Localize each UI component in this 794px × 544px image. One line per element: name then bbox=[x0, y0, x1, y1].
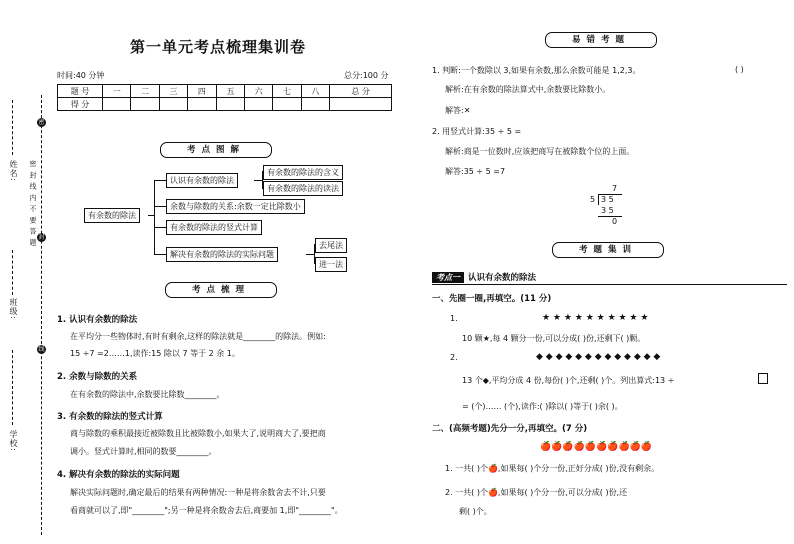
school-label: 学校: bbox=[9, 430, 18, 452]
answer-box[interactable] bbox=[758, 373, 768, 384]
score-header: 二 bbox=[131, 85, 159, 98]
division-divisor: 5 bbox=[590, 195, 596, 204]
connector bbox=[154, 206, 166, 207]
answer-paren[interactable]: ( ) bbox=[735, 65, 744, 74]
stars-row: ★ ★ ★ ★ ★ ★ ★ ★ ★ ★ bbox=[542, 313, 649, 323]
error-question-2: 2. 用竖式计算:35 ÷ 5 = bbox=[432, 127, 522, 136]
score-table bbox=[57, 84, 392, 111]
review-text: 调小。竖式计算时,相同的数要________。 bbox=[70, 447, 217, 456]
review-text: 在有余数的除法中,余数要比除数________。 bbox=[70, 390, 225, 399]
score-header: 总 分 bbox=[330, 85, 392, 98]
review-text: 商与除数的乘积最接近被除数且比被除数小,如果大了,说明商大了,要把商 bbox=[70, 429, 326, 438]
analysis-text: 解析:商是一位数时,应该把商写在被除数个位的上面。 bbox=[445, 147, 635, 156]
review-heading-2: 2. 余数与除数的关系 bbox=[57, 372, 138, 382]
mindmap-root: 有余数的除法 bbox=[84, 208, 140, 223]
mindmap-banner: 考点图解 bbox=[160, 142, 272, 158]
topic-title: 认识有余数的除法 bbox=[468, 273, 537, 283]
score-cell[interactable] bbox=[273, 98, 301, 111]
question-text: 1. 一共( )个🍎,如果每( )个分一份,正好分成( )份,没有剩余。 bbox=[445, 464, 660, 473]
page-title: 第一单元考点梳理集训卷 bbox=[130, 38, 307, 56]
table-row bbox=[58, 98, 392, 111]
mindmap-branch-2: 余数与除数的关系:余数一定比除数小 bbox=[166, 199, 305, 214]
score-cell[interactable] bbox=[103, 98, 131, 111]
seal-bot: 线 bbox=[38, 346, 45, 353]
review-text: 15 ÷7 =2……1,读作:15 除以 7 等于 2 余 1。 bbox=[70, 349, 240, 358]
training-banner: 考题集训 bbox=[552, 242, 664, 258]
seal-mid: 封 bbox=[38, 234, 45, 241]
error-question-1: 1. 判断:一个数除以 3,如果有余数,那么余数可能是 1,2,3。 bbox=[432, 66, 641, 75]
division-remainder: 0 bbox=[612, 217, 618, 226]
class-line bbox=[12, 250, 13, 295]
question-text: = (个)…… (个),读作:( )除以( )等于( )余( )。 bbox=[462, 402, 623, 411]
score-header: 六 bbox=[245, 85, 273, 98]
total-label: 总分:100 分 bbox=[344, 71, 389, 80]
class-label: 班级: bbox=[9, 298, 18, 320]
section-2-heading: 二、(高频考题)先分一分,再填空。(7 分) bbox=[432, 424, 588, 434]
review-heading-3: 3. 有余数的除法的竖式计算 bbox=[57, 412, 163, 422]
topic-underline bbox=[432, 284, 787, 285]
division-quotient: 7 bbox=[612, 184, 618, 193]
section-1-heading: 一、先圈一圈,再填空。(11 分) bbox=[432, 294, 552, 304]
seal-notice: 密 封 线 内 不 要 答 题 bbox=[29, 160, 37, 247]
analysis-text: 解析:在有余数的除法算式中,余数要比除数小。 bbox=[445, 85, 611, 94]
binding-line bbox=[41, 95, 42, 535]
seal-top: 密 bbox=[38, 119, 45, 126]
review-banner: 考点梳理 bbox=[165, 282, 277, 298]
school-line bbox=[12, 350, 13, 425]
mindmap-branch-4: 解决有余数的除法的实际问题 bbox=[166, 247, 278, 262]
question-text: 13 个◆,平均分成 4 份,每份( )个,还剩( )个。列出算式:13 ÷ bbox=[462, 376, 675, 385]
question-text: 10 颗★,每 4 颗分一份,可以分成( )份,还剩下( )颗。 bbox=[462, 334, 646, 343]
errors-banner: 易错考题 bbox=[545, 32, 657, 48]
mindmap-leaf-4a: 去尾法 bbox=[315, 238, 347, 253]
table-row bbox=[58, 85, 392, 98]
item-number: 1. bbox=[450, 314, 458, 323]
name-label: 姓名: bbox=[9, 160, 18, 182]
connector bbox=[154, 180, 166, 181]
score-header: 四 bbox=[188, 85, 216, 98]
connector bbox=[306, 254, 314, 255]
score-header: 七 bbox=[273, 85, 301, 98]
mindmap-branch-1: 认识有余数的除法 bbox=[166, 173, 238, 188]
answer-text: 解答:35 ÷ 5 =7 bbox=[445, 167, 506, 176]
division-product: 3 5 bbox=[601, 206, 614, 215]
score-cell[interactable] bbox=[216, 98, 244, 111]
question-text: 剩( )个。 bbox=[459, 507, 492, 516]
connector bbox=[254, 180, 262, 181]
score-cell[interactable] bbox=[131, 98, 159, 111]
review-text: 在平均分一些物体时,有时有剩余,这样的除法就是________的除法。例如: bbox=[70, 332, 326, 341]
answer-text: 解答:✕ bbox=[445, 106, 471, 115]
mindmap-leaf-4b: 进一法 bbox=[315, 257, 347, 272]
score-cell[interactable] bbox=[159, 98, 187, 111]
score-label: 得 分 bbox=[58, 98, 103, 111]
review-heading-4: 4. 解决有余数的除法的实际问题 bbox=[57, 470, 180, 480]
topic-heading bbox=[432, 271, 536, 283]
mindmap-leaf-1a: 有余数的除法的含义 bbox=[263, 165, 343, 180]
score-header: 题 号 bbox=[58, 85, 103, 98]
mindmap-leaf-1b: 有余数的除法的读法 bbox=[263, 181, 343, 196]
division-bracket-side bbox=[598, 194, 599, 205]
score-cell[interactable] bbox=[245, 98, 273, 111]
apples-row: 🍎🍎🍎🍎🍎🍎🍎🍎🍎🍎 bbox=[540, 442, 653, 452]
division-rule bbox=[598, 216, 622, 217]
topic-tag: 考点一 bbox=[432, 272, 464, 283]
review-text: 解决实际问题时,确定最后的结果有两种情况:一种是将余数舍去不计,只要 bbox=[70, 488, 326, 497]
connector bbox=[154, 254, 166, 255]
connector bbox=[154, 227, 166, 228]
score-header: 八 bbox=[301, 85, 329, 98]
mindmap-branch-3: 有余数的除法的竖式计算 bbox=[166, 220, 262, 235]
diamonds-row: ◆ ◆ ◆ ◆ ◆ ◆ ◆ ◆ ◆ ◆ ◆ ◆ ◆ bbox=[536, 352, 661, 362]
review-heading-1: 1. 认识有余数的除法 bbox=[57, 315, 138, 325]
connector bbox=[154, 180, 155, 254]
question-text: 2. 一共( )个🍎,如果每( )个分一份,可以分成( )份,还 bbox=[445, 488, 628, 497]
score-cell[interactable] bbox=[188, 98, 216, 111]
score-header: 三 bbox=[159, 85, 187, 98]
score-header: 五 bbox=[216, 85, 244, 98]
score-cell[interactable] bbox=[330, 98, 392, 111]
item-number: 2. bbox=[450, 353, 458, 362]
review-text: 看商就可以了,即"________";另一种是将余数舍去后,商要加 1,即"________"。 bbox=[70, 506, 343, 515]
score-cell[interactable] bbox=[301, 98, 329, 111]
division-dividend: 3 5 bbox=[601, 195, 614, 204]
score-header: 一 bbox=[103, 85, 131, 98]
time-label: 时间:40 分钟 bbox=[57, 71, 105, 80]
name-line bbox=[12, 100, 13, 155]
